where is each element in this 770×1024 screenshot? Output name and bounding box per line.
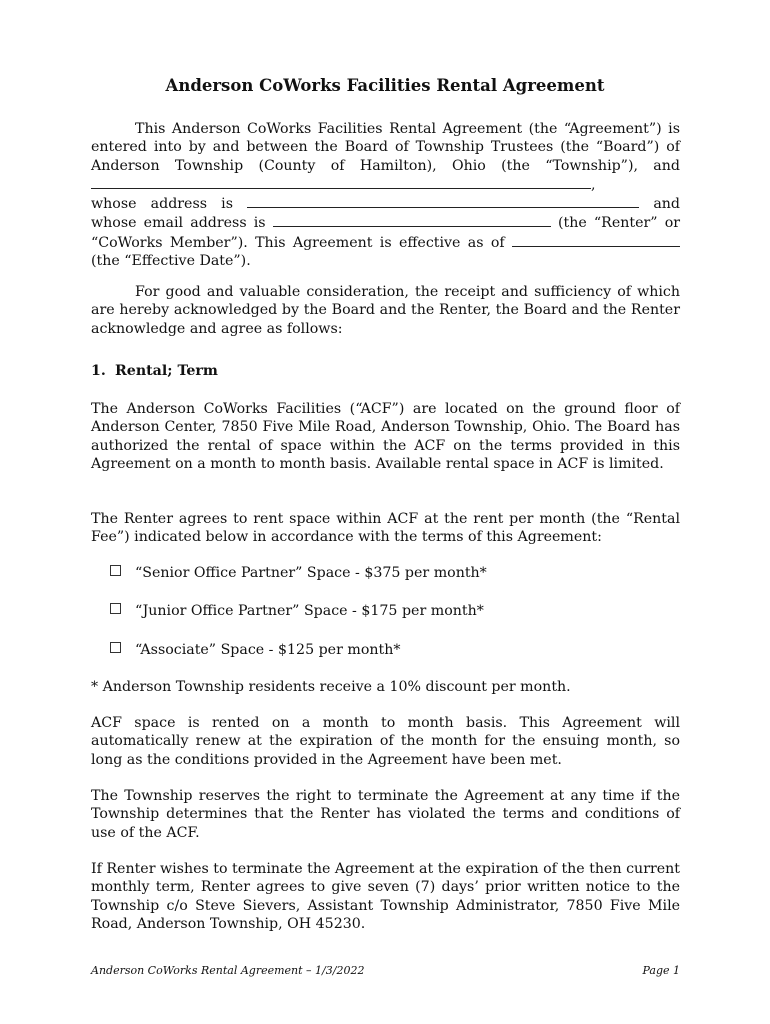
intro-paragraph bbox=[91, 120, 680, 270]
section-1-heading bbox=[91, 363, 218, 379]
option-senior-office-partner[interactable] bbox=[110, 564, 487, 582]
address-label: whose address is bbox=[91, 196, 233, 213]
section-1-paragraph-5: If Renter wishes to terminate the Agreement at the expiration of the then current monthly term, Renter agrees to give seven (7) days’ prior written notice to the Township c/o Steve Sievers, Assistant Township Administrator, 7850 Five Mile Road, Anderson Township, OH 45230. bbox=[91, 861, 680, 932]
checkbox-icon[interactable] bbox=[110, 603, 121, 614]
checkbox-icon[interactable] bbox=[110, 642, 121, 653]
option-label: “Senior Office Partner” Space - $375 per month* bbox=[135, 565, 487, 581]
email-line bbox=[91, 213, 680, 232]
email-end: (the “Renter” or bbox=[557, 215, 681, 232]
section-1-paragraph-3: ACF space is rented on a month to month basis. This Agreement will automatically renew at the expiration of the month for the ensuing month, so long as the conditions provided in the Agreement have been met. bbox=[91, 715, 680, 768]
intro-line-3: Anderson Township (County of Hamilton), Ohio (the “Township”), and bbox=[91, 157, 680, 174]
section-1-title: Rental; Term bbox=[115, 363, 218, 379]
option-associate[interactable] bbox=[110, 641, 400, 659]
footer-document-title: Anderson CoWorks Rental Agreement – 1/3/2022 bbox=[91, 964, 365, 977]
document-title: Anderson CoWorks Facilities Rental Agreement bbox=[165, 76, 605, 95]
intro-line-4 bbox=[91, 175, 680, 194]
discount-note: * Anderson Township residents receive a 10% discount per month. bbox=[91, 679, 571, 695]
intro-line-1: This Anderson CoWorks Facilities Rental Agreement (the “Agreement”) is bbox=[135, 121, 680, 137]
effective-date-blank[interactable] bbox=[512, 233, 680, 247]
section-1-paragraph-1: The Anderson CoWorks Facilities (“ACF”) are located on the ground floor of Anderson Center, 7850 Five Mile Road, Anderson Township, Ohio. The Board has authorized the rental of space within the ACF on the terms provided in this Agreement on a month to month basis. Available rental space in ACF is limited. bbox=[91, 401, 680, 472]
effective-line bbox=[91, 233, 680, 252]
email-blank[interactable] bbox=[273, 213, 551, 227]
effective-date-label: (the “Effective Date”). bbox=[91, 253, 251, 270]
consideration-paragraph: For good and valuable consideration, the receipt and sufficiency of which are hereby acknowledged by the Board and the Renter, the Board and the Renter acknowledge and agree as follows: bbox=[91, 284, 680, 337]
address-and: and bbox=[653, 196, 680, 213]
section-1-number: 1. bbox=[91, 363, 106, 379]
option-label: “Junior Office Partner” Space - $175 per month* bbox=[135, 603, 484, 619]
renter-name-blank[interactable] bbox=[91, 175, 591, 189]
intro-line-2: entered into by and between the Board of Township Trustees (the “Board”) of bbox=[91, 139, 680, 156]
address-blank[interactable] bbox=[247, 194, 639, 208]
option-label: “Associate” Space - $125 per month* bbox=[135, 642, 401, 658]
footer-page-number: Page 1 bbox=[642, 964, 680, 977]
address-line bbox=[91, 194, 680, 213]
option-junior-office-partner[interactable] bbox=[110, 602, 484, 620]
checkbox-icon[interactable] bbox=[110, 565, 121, 576]
renter-name-comma: , bbox=[591, 176, 596, 193]
effective-label: “CoWorks Member”). This Agreement is effective as of bbox=[91, 234, 505, 251]
section-1-paragraph-2: The Renter agrees to rent space within ACF at the rent per month (the “Rental Fee”) indicated below in accordance with the terms of this Agreement: bbox=[91, 511, 680, 546]
section-1-paragraph-4: The Township reserves the right to terminate the Agreement at any time if the Township determines that the Renter has violated the terms and conditions of use of the ACF. bbox=[91, 788, 680, 841]
email-label: whose email address is bbox=[91, 215, 266, 232]
